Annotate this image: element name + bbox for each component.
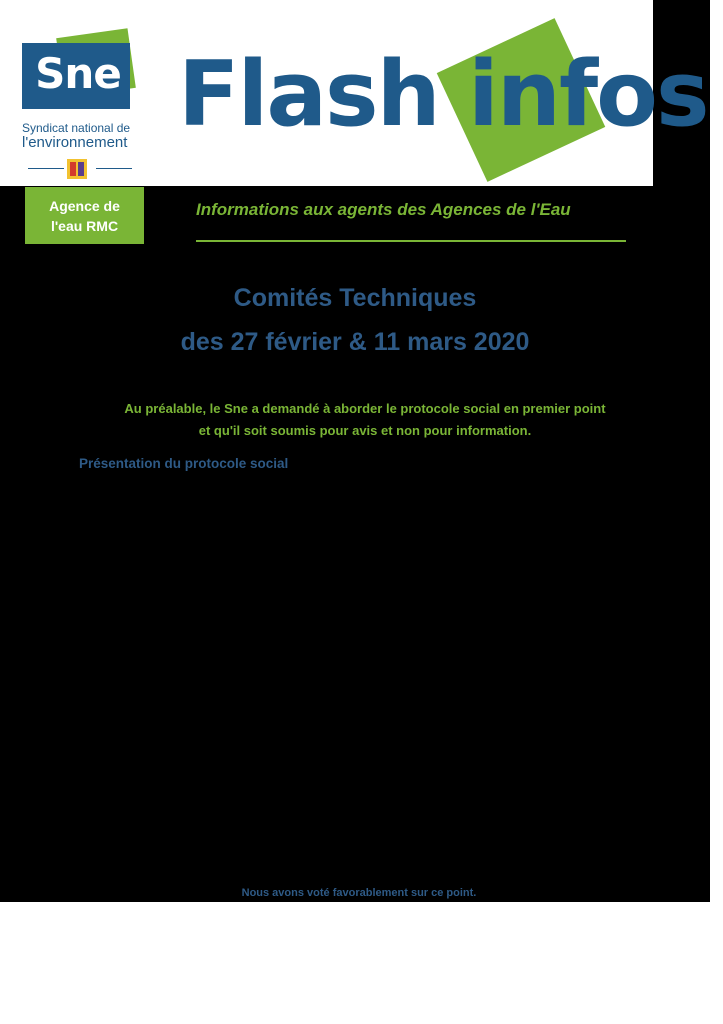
header xyxy=(0,0,708,186)
info-subtitle: Informations aux agents des Agences de l'Eau xyxy=(196,200,571,219)
main-title-line1: Comités Techniques xyxy=(233,284,477,312)
agence-badge xyxy=(25,187,144,244)
sne-logo xyxy=(22,33,137,183)
subtitle-divider xyxy=(196,240,626,242)
logo-divider-right xyxy=(96,168,132,169)
unsa-logo-icon xyxy=(66,158,88,180)
logo-brand-text: Sne xyxy=(35,49,121,98)
intro-line1: Au préalable, le Sne a demandé à aborder le protocole social en premier point xyxy=(124,401,606,416)
section-heading: Présentation du protocole social xyxy=(79,456,289,471)
agence-badge-line2: l'eau RMC xyxy=(50,217,119,234)
vote-statement: Nous avons voté favorablement sur ce point. xyxy=(241,887,477,899)
logo-tagline-line2: l'environnement xyxy=(22,134,128,151)
logo-tagline-line1: Syndicat national de xyxy=(22,121,131,135)
logo-divider-left xyxy=(28,168,64,169)
main-title-line2: des 27 février & 11 mars 2020 xyxy=(180,328,530,356)
agence-badge-line1: Agence de xyxy=(49,197,120,214)
banner-title: Flash infos xyxy=(178,42,708,147)
intro-line2: et qu'il soit soumis pour avis et non pour information. xyxy=(198,423,532,438)
